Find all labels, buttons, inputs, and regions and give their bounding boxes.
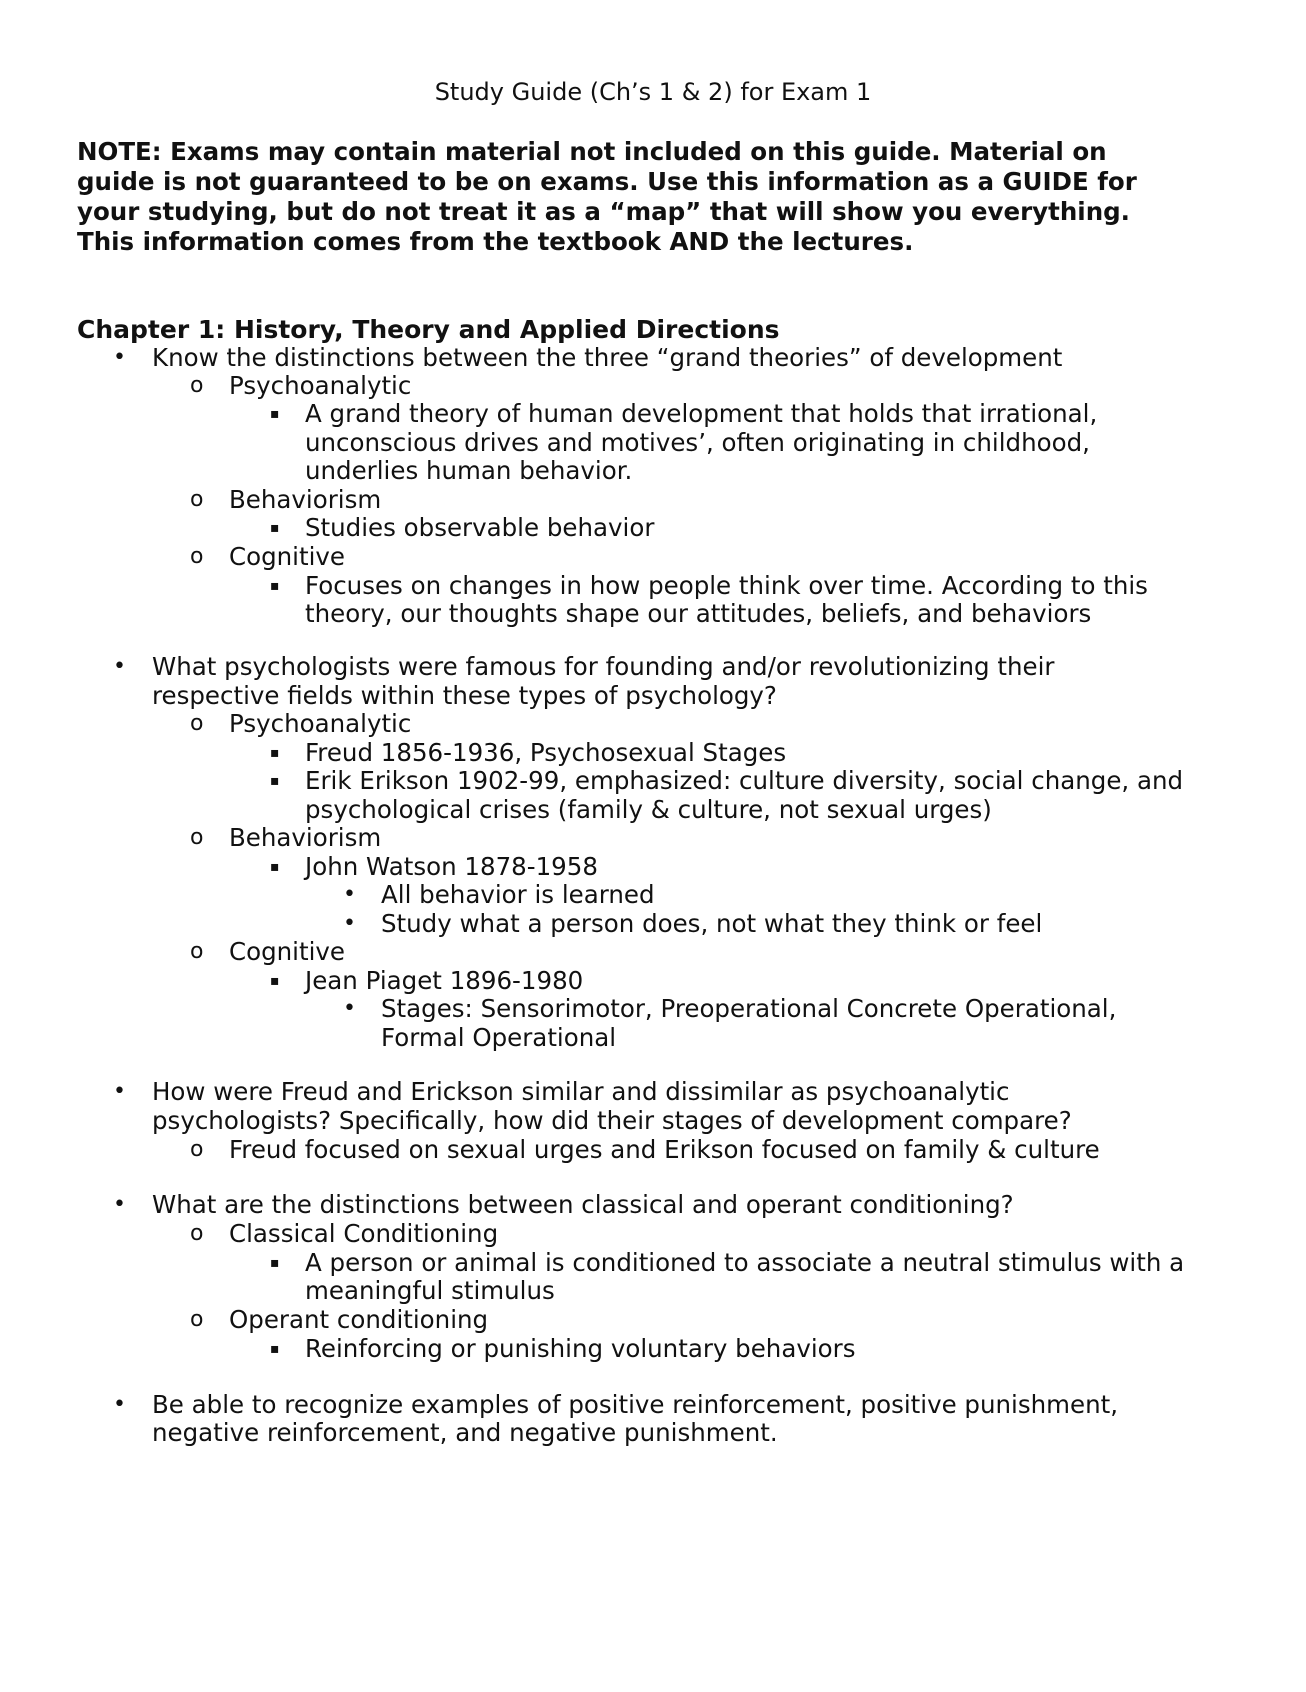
bullet-dot-icon: • xyxy=(343,882,356,907)
outline-item-level-3: Focuses on changes in how people think over time. According to this xyxy=(305,571,1148,600)
bullet-circle-icon: o xyxy=(190,711,204,736)
outline-item-level-2: Classical Conditioning xyxy=(229,1219,499,1248)
bullet-dot-icon: • xyxy=(113,345,126,370)
bullet-circle-icon: o xyxy=(190,373,204,398)
outline-item-level-1: What psychologists were famous for founding and/or revolutionizing their xyxy=(152,652,1055,681)
outline-item-level-1: respective fields within these types of psychology? xyxy=(152,681,777,710)
bullet-square-icon: ▪ xyxy=(270,859,280,875)
bullet-square-icon: ▪ xyxy=(270,406,280,422)
outline-item-level-3: Freud 1856-1936, Psychosexual Stages xyxy=(305,738,787,767)
outline-item-level-3: meaningful stimulus xyxy=(305,1276,555,1305)
outline-item-level-3: John Watson 1878-1958 xyxy=(305,852,598,881)
outline-item-level-3: Studies observable behavior xyxy=(305,513,655,542)
outline-item-level-3: underlies human behavior. xyxy=(305,456,633,485)
outline-item-level-4: All behavior is learned xyxy=(381,880,655,909)
bullet-circle-icon: o xyxy=(190,939,204,964)
bullet-circle-icon: o xyxy=(190,825,204,850)
note-line: your studying, but do not treat it as a “map” that will show you everything. xyxy=(77,197,1130,226)
outline-item-level-3: psychological crises (family & culture, not sexual urges) xyxy=(305,795,992,824)
bullet-square-icon: ▪ xyxy=(270,973,280,989)
bullet-dot-icon: • xyxy=(343,911,356,936)
bullet-circle-icon: o xyxy=(190,1221,204,1246)
outline-item-level-4: Study what a person does, not what they think or feel xyxy=(381,909,1043,938)
bullet-square-icon: ▪ xyxy=(270,773,280,789)
page-title: Study Guide (Ch’s 1 & 2) for Exam 1 xyxy=(434,78,872,106)
outline-item-level-4: Formal Operational xyxy=(381,1023,617,1052)
outline-item-level-3: Erik Erikson 1902-99, emphasized: culture diversity, social change, and xyxy=(305,766,1184,795)
outline-item-level-2: Freud focused on sexual urges and Erikson focused on family & culture xyxy=(229,1135,1100,1164)
outline-item-level-1: negative reinforcement, and negative punishment. xyxy=(152,1418,778,1447)
bullet-dot-icon: • xyxy=(113,1079,126,1104)
outline-item-level-3: theory, our thoughts shape our attitudes, beliefs, and behaviors xyxy=(305,599,1092,628)
outline-item-level-2: Operant conditioning xyxy=(229,1305,489,1334)
outline-item-level-4: Stages: Sensorimotor, Preoperational Concrete Operational, xyxy=(381,994,1117,1023)
bullet-dot-icon: • xyxy=(113,1392,126,1417)
outline-item-level-1: Be able to recognize examples of positive reinforcement, positive punishment, xyxy=(152,1390,1118,1419)
outline-item-level-1: What are the distinctions between classical and operant conditioning? xyxy=(152,1190,1014,1219)
outline-item-level-3: A grand theory of human development that holds that irrational, xyxy=(305,399,1098,428)
bullet-square-icon: ▪ xyxy=(270,1341,280,1357)
bullet-dot-icon: • xyxy=(113,1192,126,1217)
outline-item-level-3: A person or animal is conditioned to associate a neutral stimulus with a xyxy=(305,1248,1185,1277)
note-line: guide is not guaranteed to be on exams. Use this information as a GUIDE for xyxy=(77,167,1137,196)
bullet-square-icon: ▪ xyxy=(270,1255,280,1271)
outline-item-level-3: Jean Piaget 1896-1980 xyxy=(305,966,584,995)
note-line: NOTE: Exams may contain material not included on this guide. Material on xyxy=(77,137,1107,166)
note-line: This information comes from the textbook AND the lectures. xyxy=(77,227,914,256)
outline-item-level-2: Behaviorism xyxy=(229,823,382,852)
outline-item-level-2: Behaviorism xyxy=(229,485,382,514)
bullet-dot-icon: • xyxy=(113,654,126,679)
bullet-square-icon: ▪ xyxy=(270,520,280,536)
outline-item-level-2: Cognitive xyxy=(229,937,345,966)
bullet-square-icon: ▪ xyxy=(270,578,280,594)
bullet-circle-icon: o xyxy=(190,1137,204,1162)
outline-item-level-3: unconscious drives and motives’, often originating in childhood, xyxy=(305,428,1090,457)
outline-item-level-2: Cognitive xyxy=(229,542,345,571)
outline-item-level-3: Reinforcing or punishing voluntary behaviors xyxy=(305,1334,856,1363)
outline-item-level-2: Psychoanalytic xyxy=(229,371,412,400)
bullet-circle-icon: o xyxy=(190,544,204,569)
note-paragraph xyxy=(77,137,1237,257)
bullet-circle-icon: o xyxy=(190,1307,204,1332)
chapter-heading: Chapter 1: History, Theory and Applied Directions xyxy=(77,315,780,344)
outline-item-level-1: psychologists? Specifically, how did their stages of development compare? xyxy=(152,1106,1072,1135)
outline-item-level-1: How were Freud and Erickson similar and dissimilar as psychoanalytic xyxy=(152,1077,1010,1106)
bullet-circle-icon: o xyxy=(190,487,204,512)
outline-item-level-1: Know the distinctions between the three “grand theories” of development xyxy=(152,343,1063,372)
outline-item-level-2: Psychoanalytic xyxy=(229,709,412,738)
bullet-dot-icon: • xyxy=(343,996,356,1021)
bullet-square-icon: ▪ xyxy=(270,745,280,761)
